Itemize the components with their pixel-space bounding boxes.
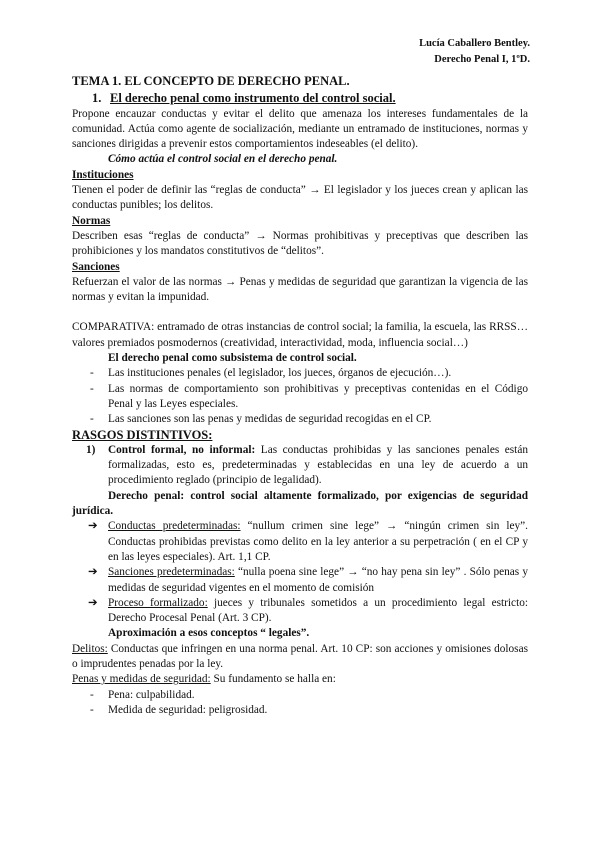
list-item: - Medida de seguridad: peligrosidad. [90,703,528,718]
arrow-icon: ➔ [88,520,98,533]
rasgos-heading: RASGOS DISTINTIVOS: [72,427,213,442]
instituciones-heading: Instituciones [72,168,134,181]
subsistema-heading: El derecho penal como subsistema de control social. [108,352,357,365]
normas-heading: Normas [72,214,111,227]
list-item: - Las normas de comportamiento son prohibitivas y preceptivas contenidas en el Código Penal y las Leyes especiales. [90,382,528,413]
doc-title: TEMA 1. EL CONCEPTO DE DERECHO PENAL. [72,74,350,88]
section-title: El derecho penal como instrumento del control social. [110,91,396,106]
arrow-item-text: jueces y tribunales sometidos a un procedimiento legal estricto: Derecho Procesal Penal (Art. 3 CP). [108,596,528,625]
section-number: 1. [92,91,102,106]
rasgo-number: 1) [86,443,96,456]
delitos-label: Delitos: [72,642,108,655]
delitos-paragraph [72,642,528,673]
rasgo-label: Control formal, no informal: [108,443,256,456]
list-item: - Las sanciones son las penas y medidas de seguridad recogidas en el CP. [90,412,528,427]
list-item: - Las instituciones penales (el legislador, los jueces, órganos de ejecución…). [90,366,528,381]
rasgo-text: Las conductas prohibidas y las sanciones penales están formalizadas, esto es, predeterminadas y establecidas en una ley de acuerdo a un procedimiento reglado (principio de legalidad). [108,443,528,487]
arrow-item-label: Proceso formalizado: [108,596,208,609]
list-item: - Pena: culpabilidad. [90,688,528,703]
header-course: Derecho Penal I, 1ºD. [434,54,530,65]
comparativa-paragraph: COMPARATIVA: entramado de otras instancias de control social; la familia, la escuela, las RRSS… valores premiados posmodernos (creatividad, interactividad, moda, influencia social…) [72,321,528,349]
instituciones-text: Tienen el poder de definir las “reglas de conducta” → El legislador y los jueces crean y aplican las conductas punibles; los delitos. [72,184,528,212]
sanciones-text: Refuerzan el valor de las normas → Penas y medidas de seguridad que garantizan la vigencia de las normas y evitan la impunidad. [72,275,528,304]
sanciones-heading: Sanciones [72,260,120,273]
dp-heading: Derecho penal: control social altamente formalizado, por exigencias de seguridad jurídica. [72,489,528,518]
arrow-item [72,596,528,627]
penas-list [72,688,528,719]
arrow-item-text: “nullum crimen sine lege” → “ningún crimen sin ley”. Conductas prohibidas previstas como delito en la ley anterior a su perpetración ( en el CP y en las leyes especiales). Art. 1,1 CP. [108,520,528,563]
arrow-item [72,565,528,596]
header-author: Lucía Caballero Bentley. [419,38,530,49]
arrow-item-label: Conductas predeterminadas: [108,520,241,533]
arrow-icon: ➔ [88,596,98,609]
penas-text: Su fundamento se halla en: [210,673,336,686]
arrow-item-text: “nulla poena sine lege” → “no hay pena sin ley” . Sólo penas y medidas de seguridad vigentes en el momento de comisión [108,566,529,594]
subsistema-list [72,366,528,427]
section-heading [72,91,528,106]
arrow-item-label: Sanciones predeterminadas: [108,566,235,579]
arrow-item [72,519,528,565]
aprox-heading: Aproximación a esos conceptos “ legales”. [108,627,310,640]
intro-paragraph: Propone encauzar conductas y evitar el delito que amenaza los intereses fundamentales de la comunidad. Actúa como agente de socialización, mediante un entramado de instituciones, normas y sanciones dirigidas a prevenir estos comportamientos indeseables (el delito). [72,107,528,151]
normas-text: Describen esas “reglas de conducta” → Normas prohibitivas y preceptivas que describen las prohibiciones y los mandatos constitutivos de “delitos”. [72,229,528,258]
penas-paragraph [72,672,528,687]
control-heading: Cómo actúa el control social en el derecho penal. [108,153,338,166]
arrow-icon: ➔ [88,566,98,579]
document-body [72,74,528,718]
delitos-text: Conductas que infringen en una norma penal. Art. 10 CP: son acciones y omisiones dolosas o imprudentes penadas por la ley. [72,642,528,670]
rasgo-item [72,443,528,489]
penas-label: Penas y medidas de seguridad: [72,673,211,686]
